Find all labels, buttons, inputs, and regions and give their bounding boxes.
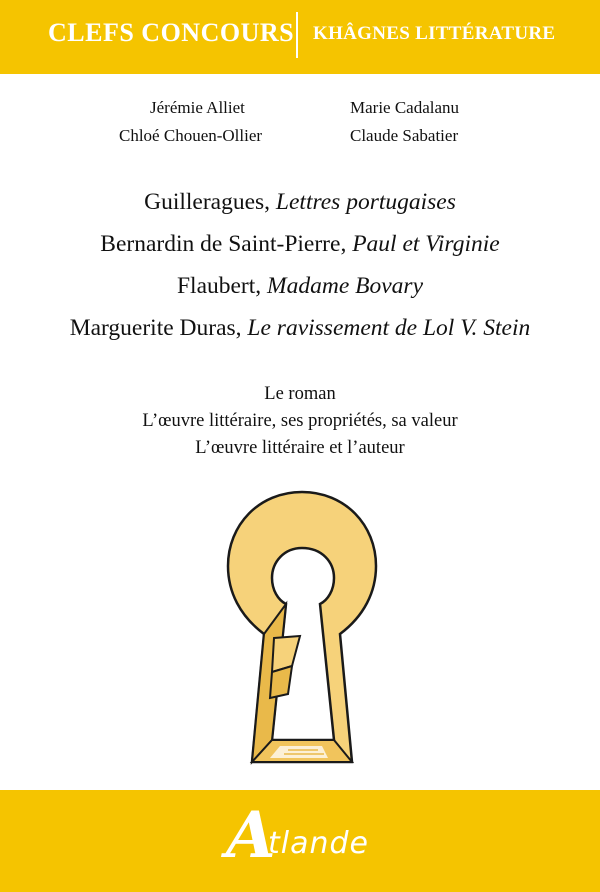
author-list — [0, 98, 600, 152]
theme-line: Le roman — [264, 384, 336, 404]
logo-wordmark: tlande — [268, 826, 369, 861]
title-author: Flaubert, — [176, 273, 268, 299]
title-author: Marguerite Duras, — [69, 315, 248, 341]
logo-initial: A — [226, 798, 276, 873]
author-name: Marie Cadalanu — [350, 98, 460, 117]
title-line — [0, 272, 600, 314]
author-name: Jérémie Alliet — [150, 98, 245, 117]
title-work: Madame Bovary — [267, 273, 424, 299]
title-line — [0, 230, 600, 272]
title-author: Guilleragues, — [144, 189, 276, 215]
book-titles — [0, 188, 600, 356]
series-subject: KHÂGNES LITTÉRATURE — [313, 23, 556, 44]
title-line — [0, 314, 600, 356]
publisher-logo — [226, 798, 376, 882]
keyhole-body — [228, 492, 376, 762]
title-work: Paul et Virginie — [352, 231, 500, 257]
theme-line: L’œuvre littéraire et l’auteur — [195, 438, 405, 458]
series-title: CLEFS CONCOURS — [48, 18, 295, 47]
keyhole-icon — [222, 488, 382, 768]
title-line — [0, 188, 600, 230]
title-work: Lettres portugaises — [275, 189, 456, 215]
header-band — [0, 0, 600, 74]
header-divider — [296, 12, 298, 58]
author-name: Claude Sabatier — [350, 126, 459, 145]
title-work: Le ravissement de Lol V. Stein — [247, 315, 531, 341]
author-name: Chloé Chouen-Ollier — [119, 126, 263, 145]
program-themes — [0, 382, 600, 463]
theme-line: L’œuvre littéraire, ses propriétés, sa valeur — [142, 411, 458, 431]
title-author: Bernardin de Saint-Pierre, — [100, 231, 353, 257]
